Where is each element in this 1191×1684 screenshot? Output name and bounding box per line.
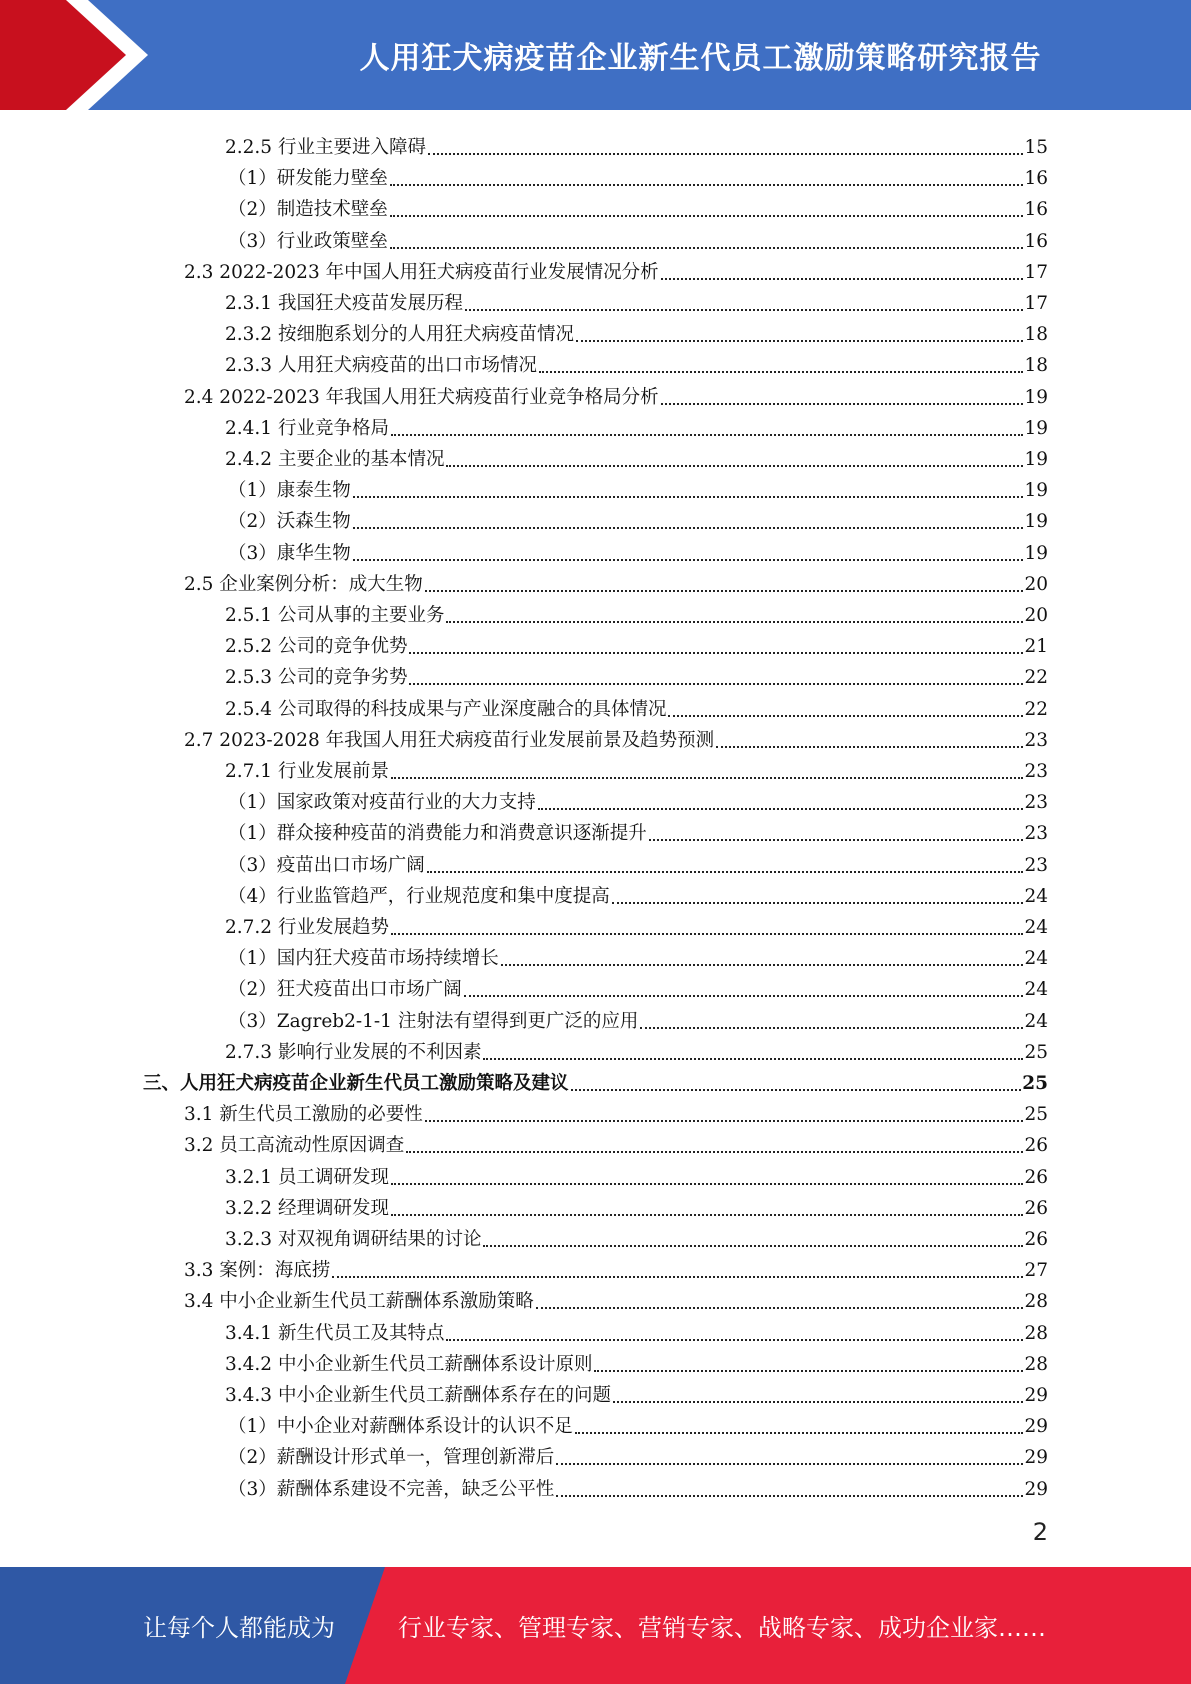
toc-entry-label: 2.2.5 行业主要进入障碍	[225, 137, 426, 158]
toc-entry[interactable]	[228, 1408, 1048, 1439]
toc-dot-leader	[575, 1432, 1024, 1434]
toc-entry[interactable]	[184, 254, 1048, 285]
toc-dot-leader	[406, 1151, 1023, 1153]
toc-entry-page: 28	[1024, 1353, 1048, 1375]
toc-entry-label: 2.3 2022-2023 年中国人用狂犬病疫苗行业发展情况分析	[184, 261, 659, 283]
toc-entry-page: 29	[1024, 1478, 1048, 1500]
toc-entry-label: 2.5.4 公司取得的科技成果与产业深度融合的具体情况	[225, 698, 667, 720]
toc-entry-page: 15	[1024, 137, 1048, 158]
toc-entry-page: 28	[1024, 1322, 1048, 1344]
toc-entry-page: 17	[1024, 293, 1048, 314]
toc-dot-leader	[661, 278, 1024, 280]
toc-entry[interactable]	[225, 441, 1048, 472]
toc-entry-label: （1）康泰生物	[228, 480, 351, 502]
toc-entry[interactable]	[228, 503, 1048, 534]
toc-entry[interactable]	[225, 597, 1048, 628]
toc-entry-page: 22	[1024, 698, 1048, 720]
toc-dot-leader	[594, 1370, 1023, 1372]
toc-entry-page: 18	[1024, 324, 1048, 346]
footer-slogan-right: 行业专家、管理专家、营销专家、战略专家、成功企业家……	[398, 1614, 1046, 1642]
toc-entry-label: （4）行业监管趋严，行业规范度和集中度提高	[228, 885, 610, 907]
toc-entry[interactable]	[228, 535, 1048, 566]
toc-entry-label: 2.7.1 行业发展前景	[225, 761, 389, 782]
toc-entry[interactable]	[184, 1096, 1048, 1127]
toc-entry-label: （3）疫苗出口市场广阔	[228, 854, 425, 876]
toc-dot-leader	[716, 746, 1023, 748]
toc-entry[interactable]	[225, 285, 1048, 316]
toc-dot-leader	[649, 839, 1024, 841]
toc-entry-label: 2.4 2022-2023 年我国人用狂犬病疫苗行业竞争格局分析	[184, 386, 659, 408]
toc-entry-label: 3.1 新生代员工激励的必要性	[184, 1104, 423, 1126]
toc-entry[interactable]	[228, 1439, 1048, 1470]
toc-entry-page: 24	[1024, 979, 1048, 1001]
toc-entry-label: 3.4.3 中小企业新生代员工薪酬体系存在的问题	[225, 1385, 611, 1406]
toc-entry[interactable]	[184, 722, 1048, 753]
toc-entry-page: 26	[1024, 1135, 1048, 1157]
toc-entry-page: 28	[1024, 1291, 1048, 1313]
toc-entry[interactable]	[225, 628, 1048, 659]
toc-entry-label: 2.7.3 影响行业发展的不利因素	[225, 1041, 482, 1063]
toc-entry-label: 2.5.1 公司从事的主要业务	[225, 605, 445, 626]
toc-entry[interactable]	[225, 909, 1048, 940]
toc-entry-label: 2.5.3 公司的竞争劣势	[225, 667, 408, 689]
toc-entry-page: 29	[1024, 1416, 1048, 1438]
toc-entry[interactable]	[228, 191, 1048, 222]
toc-entry-label: 2.4.2 主要企业的基本情况	[225, 449, 445, 470]
toc-dot-leader	[501, 964, 1024, 966]
toc-entry-page: 18	[1024, 355, 1048, 377]
toc-entry-label: 2.7.2 行业发展趋势	[225, 917, 389, 938]
toc-dot-leader	[536, 1307, 1024, 1309]
header-arrow-decoration	[0, 0, 160, 110]
toc-dot-leader	[332, 1276, 1023, 1278]
toc-entry[interactable]	[184, 1252, 1048, 1283]
toc-entry[interactable]	[228, 971, 1048, 1002]
page-footer	[0, 1567, 1191, 1684]
toc-dot-leader	[668, 715, 1023, 717]
toc-entry-label: （3）行业政策壁垒	[228, 230, 388, 252]
toc-entry[interactable]	[225, 691, 1048, 722]
toc-entry-page: 23	[1024, 792, 1048, 814]
toc-entry[interactable]	[225, 1346, 1048, 1377]
toc-entry-page: 24	[1024, 917, 1048, 938]
toc-entry-page: 20	[1024, 605, 1048, 626]
toc-entry-page: 26	[1024, 1229, 1048, 1250]
toc-entry[interactable]	[225, 1221, 1048, 1252]
toc-entry-page: 26	[1024, 1197, 1048, 1219]
toc-entry-label: 2.3.1 我国狂犬疫苗发展历程	[225, 293, 463, 314]
toc-entry[interactable]	[228, 784, 1048, 815]
toc-entry-label: 2.3.3 人用狂犬病疫苗的出口市场情况	[225, 355, 537, 377]
toc-entry-page: 24	[1024, 885, 1048, 907]
toc-dot-leader	[539, 371, 1023, 373]
toc-entry[interactable]	[225, 410, 1048, 441]
toc-entry[interactable]	[228, 223, 1048, 254]
toc-entry-label: 2.7 2023-2028 年我国人用狂犬病疫苗行业发展前景及趋势预测	[184, 729, 715, 751]
toc-entry-page: 21	[1024, 636, 1048, 658]
toc-entry[interactable]	[228, 878, 1048, 909]
toc-entry[interactable]	[228, 160, 1048, 191]
report-title: 人用狂犬病疫苗企业新生代员工激励策略研究报告	[359, 41, 1042, 76]
toc-entry-page: 19	[1024, 511, 1048, 533]
toc-entry[interactable]	[184, 379, 1048, 410]
toc-entry-label: 2.3.2 按细胞系划分的人用狂犬病疫苗情况	[225, 324, 574, 346]
toc-entry-page: 19	[1024, 417, 1048, 439]
toc-entry[interactable]	[225, 1315, 1048, 1346]
toc-entry[interactable]	[225, 1159, 1048, 1190]
toc-entry[interactable]	[143, 1065, 1048, 1096]
toc-entry-page: 19	[1024, 542, 1048, 564]
toc-entry-page: 24	[1024, 948, 1048, 970]
toc-entry-label: （2）薪酬设计形式单一，管理创新滞后	[228, 1447, 555, 1469]
toc-entry-label: 3.4 中小企业新生代员工薪酬体系激励策略	[184, 1291, 534, 1313]
toc-dot-leader	[556, 1495, 1023, 1497]
toc-entry[interactable]	[228, 1471, 1048, 1502]
toc-dot-leader	[390, 247, 1024, 249]
toc-entry-page: 19	[1024, 386, 1048, 408]
toc-entry-label: （3）Zagreb2-1-1 注射法有望得到更广泛的应用	[228, 1010, 639, 1032]
toc-dot-leader	[483, 1058, 1023, 1060]
toc-entry-label: 3.2.3 对双视角调研结果的讨论	[225, 1229, 482, 1250]
toc-entry-page: 23	[1024, 854, 1048, 876]
toc-entry-label: （1）群众接种疫苗的消费能力和消费意识逐渐提升	[228, 823, 647, 845]
toc-entry-label: 3.2.1 员工调研发现	[225, 1166, 389, 1188]
toc-entry-label: （3）康华生物	[228, 542, 351, 564]
toc-entry-page: 20	[1024, 573, 1048, 595]
toc-entry-label: 3.2 员工高流动性原因调查	[184, 1135, 405, 1157]
toc-dot-leader	[661, 403, 1024, 405]
toc-dot-leader	[353, 527, 1024, 529]
toc-entry-label: 2.5.2 公司的竞争优势	[225, 636, 408, 658]
toc-entry-page: 16	[1024, 230, 1048, 252]
toc-dot-leader	[446, 621, 1023, 623]
toc-entry[interactable]	[228, 847, 1048, 878]
toc-entry[interactable]	[184, 1283, 1048, 1314]
toc-entry-page: 24	[1024, 1010, 1048, 1032]
toc-entry-label: 2.4.1 行业竞争格局	[225, 417, 389, 439]
toc-dot-leader	[391, 777, 1023, 779]
toc-entry-label: （2）沃森生物	[228, 511, 351, 533]
toc-entry-page: 25	[1022, 1073, 1048, 1094]
toc-entry[interactable]	[184, 1127, 1048, 1158]
toc-dot-leader	[613, 1401, 1023, 1403]
toc-dot-leader	[391, 933, 1023, 935]
toc-entry[interactable]	[184, 566, 1048, 597]
toc-entry-page: 29	[1024, 1447, 1048, 1469]
toc-entry[interactable]	[225, 347, 1048, 378]
toc-dot-leader	[353, 496, 1024, 498]
toc-dot-leader	[612, 902, 1024, 904]
toc-entry-label: （1）国家政策对疫苗行业的大力支持	[228, 792, 536, 814]
toc-entry-page: 27	[1024, 1260, 1048, 1282]
toc-entry-label: 3.2.2 经理调研发现	[225, 1197, 389, 1219]
toc-dot-leader	[427, 871, 1024, 873]
toc-dot-leader	[640, 1027, 1023, 1029]
toc-dot-leader	[465, 309, 1023, 311]
toc-entry-page: 25	[1024, 1041, 1048, 1063]
toc-dot-leader	[390, 215, 1024, 217]
toc-dot-leader	[571, 1089, 1022, 1091]
toc-entry-label: （1）中小企业对薪酬体系设计的认识不足	[228, 1416, 573, 1438]
toc-entry-page: 16	[1024, 168, 1048, 190]
toc-entry-page: 26	[1024, 1166, 1048, 1188]
toc-entry-page: 23	[1024, 729, 1048, 751]
toc-entry-label: 2.5 企业案例分析：成大生物	[184, 573, 423, 595]
toc-entry[interactable]	[225, 316, 1048, 347]
toc-dot-leader	[538, 808, 1024, 810]
toc-entry-page: 25	[1024, 1104, 1048, 1126]
toc-entry-label: （3）薪酬体系建设不完善，缺乏公平性	[228, 1478, 555, 1500]
toc-entry[interactable]	[228, 1003, 1048, 1034]
footer-slogan-left: 让每个人都能成为	[143, 1614, 335, 1642]
toc-entry-label: 3.3 案例：海底捞	[184, 1260, 331, 1282]
toc-entry-label: （2）狂犬疫苗出口市场广阔	[228, 979, 462, 1001]
toc-entry[interactable]	[228, 940, 1048, 971]
toc-dot-leader	[409, 652, 1023, 654]
toc-entry-page: 23	[1024, 823, 1048, 845]
toc-dot-leader	[446, 465, 1023, 467]
toc-dot-leader	[425, 590, 1024, 592]
toc-entry-label: 3.4.2 中小企业新生代员工薪酬体系设计原则	[225, 1353, 593, 1375]
toc-dot-leader	[353, 559, 1024, 561]
toc-entry-label: （1）国内狂犬疫苗市场持续增长	[228, 948, 499, 970]
toc-dot-leader	[391, 434, 1023, 436]
toc-entry-label: （2）制造技术壁垒	[228, 199, 388, 221]
toc-dot-leader	[409, 683, 1023, 685]
toc-entry[interactable]	[225, 753, 1048, 784]
toc-entry-label: 3.4.1 新生代员工及其特点	[225, 1322, 445, 1344]
toc-entry[interactable]	[228, 815, 1048, 846]
toc-dot-leader	[446, 1339, 1023, 1341]
toc-entry[interactable]	[225, 129, 1048, 160]
toc-dot-leader	[556, 1463, 1023, 1465]
toc-entry[interactable]	[228, 472, 1048, 503]
toc-dot-leader	[391, 1214, 1023, 1216]
toc-entry-page: 19	[1024, 449, 1048, 470]
toc-dot-leader	[464, 995, 1024, 997]
toc-entry-page: 19	[1024, 480, 1048, 502]
toc-dot-leader	[391, 1183, 1023, 1185]
page-number: 2	[1032, 1518, 1048, 1546]
toc-dot-leader	[390, 184, 1024, 186]
toc-entry[interactable]	[225, 1377, 1048, 1408]
page-header	[0, 0, 1191, 110]
toc-entry-page: 22	[1024, 667, 1048, 689]
toc-entry-label: （1）研发能力壁垒	[228, 168, 388, 190]
toc-entry-label: 三、人用狂犬病疫苗企业新生代员工激励策略及建议	[143, 1073, 569, 1094]
toc-dot-leader	[425, 1120, 1024, 1122]
toc-dot-leader	[428, 153, 1023, 155]
toc-entry-page: 17	[1024, 261, 1048, 283]
toc-entry[interactable]	[225, 659, 1048, 690]
toc-entry[interactable]	[225, 1034, 1048, 1065]
toc-entry-page: 23	[1024, 761, 1048, 782]
toc-dot-leader	[576, 340, 1023, 342]
toc-entry-page: 29	[1024, 1385, 1048, 1406]
toc-dot-leader	[483, 1245, 1023, 1247]
toc-entry[interactable]	[225, 1190, 1048, 1221]
toc-entry-page: 16	[1024, 199, 1048, 221]
